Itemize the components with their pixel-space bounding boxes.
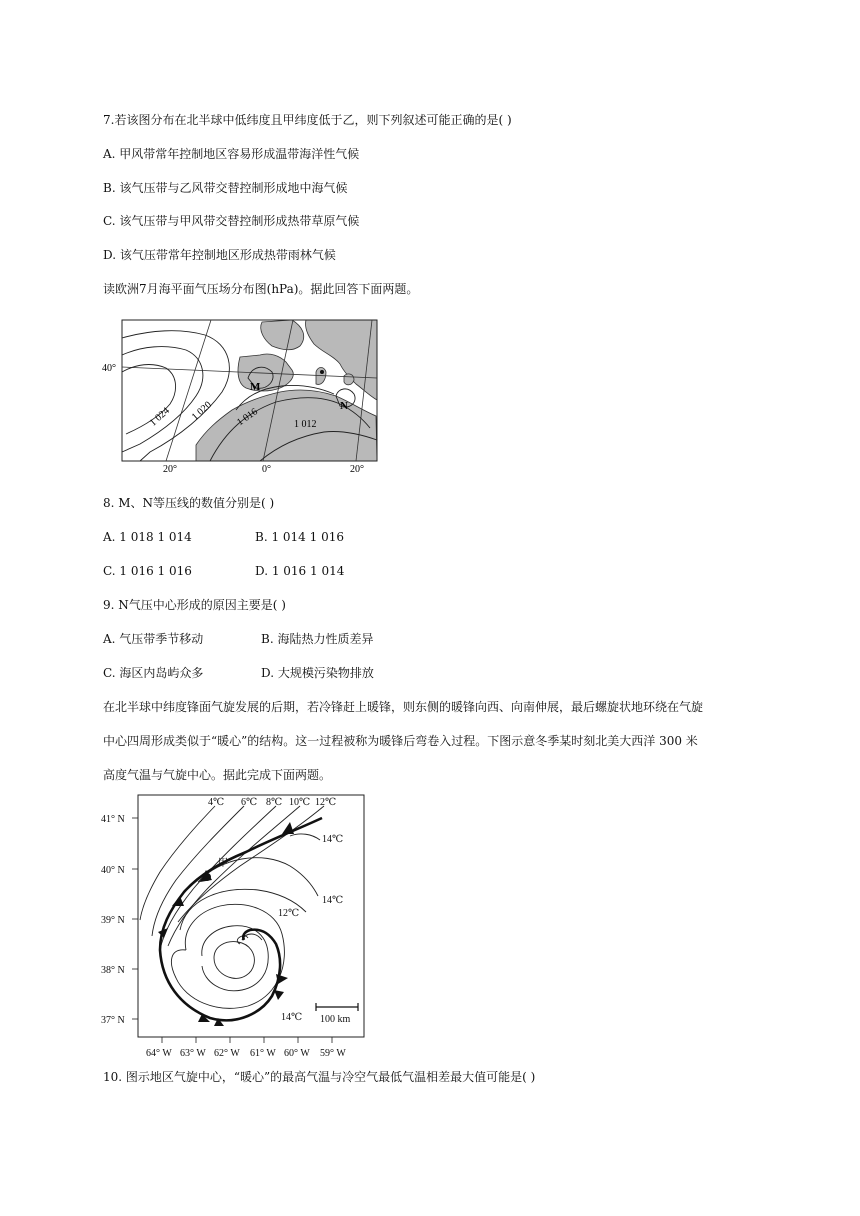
scale-bar (316, 1003, 358, 1011)
pressure-center-n-label: N (340, 400, 348, 412)
lat-41n-label: 41° N (101, 814, 125, 825)
scale-bar-label: 100 km (320, 1014, 351, 1025)
q9-stem: 9. N气压中心形成的原因主要是( ) (103, 598, 286, 612)
q9-option-c-text: C. 海区内岛屿众多 (103, 666, 204, 680)
q9-option-a-text: A. 气压带季节移动 (103, 632, 204, 646)
isobar-1024-label: 1 024 (147, 405, 172, 429)
lon-63w-label: 63° W (180, 1048, 206, 1059)
q7-option-a: A. 甲风带常年控制地区容易形成温带海洋性气候 (103, 147, 360, 161)
isobar-1012-label: 1 012 (294, 419, 317, 430)
q9-option-d-text: D. 大规模污染物排放 (261, 666, 374, 680)
isotherm-4-label: 4℃ (208, 797, 225, 808)
lon-0-label: 0° (262, 464, 271, 475)
isotherm-14c-label: 14℃ (281, 1012, 303, 1023)
intro-cyclone-line1: 在北半球中纬度锋面气旋发展的后期，若冷锋赶上暖锋，则东侧的暖锋向西、向南伸展，最后螺旋状地环绕在气旋 (103, 700, 704, 714)
lat-40n-label: 40° N (101, 865, 125, 876)
q9-option-b-text: B. 海陆热力性质差异 (261, 632, 374, 646)
q7-stem: 7.若该图分布在北半球中低纬度且甲纬度低于乙，则下列叙述可能正确的是( ) (103, 113, 512, 127)
q7-option-b: B. 该气压带与乙风带交替控制形成地中海气候 (103, 181, 348, 195)
q10-stem: 10. 图示地区气旋中心，“暖心”的最高气温与冷空气最低气温相差最大值可能是( ) (103, 1070, 536, 1084)
isobar-1020-label: 1 020 (189, 399, 214, 423)
lon-62w-label: 62° W (214, 1048, 240, 1059)
isotherm-8-label: 8℃ (266, 797, 283, 808)
q7-option-c: C. 该气压带与甲风带交替控制形成热带草原气候 (103, 214, 360, 228)
lat-37n-label: 37° N (101, 1015, 125, 1026)
lat-39n-label: 39° N (101, 915, 125, 926)
intro-cyclone-line2: 中心四周形成类似于“暖心”的结构。这一过程被称为暖锋后弯卷入过程。下图示意冬季某时刻北美大西洋 300 米 (103, 734, 698, 748)
isotherm-14b-label: 14℃ (322, 895, 344, 906)
lon-60w-label: 60° W (284, 1048, 310, 1059)
lon-20w-label: 20° (163, 464, 177, 475)
q7-option-d: D. 该气压带常年控制地区形成热带雨林气候 (103, 248, 336, 262)
pressure-center-m-label: M (250, 381, 261, 393)
lon-20e-label: 20° (350, 464, 364, 475)
lon-64w-label: 64° W (146, 1048, 172, 1059)
isotherm-12b-label: 12℃ (278, 908, 300, 919)
isotherm-14a-label: 14℃ (322, 834, 344, 845)
isotherm-6-label: 6℃ (241, 797, 258, 808)
isotherm-12-label: 12℃ (315, 797, 337, 808)
intro-cyclone-line3: 高度气温与气旋中心。据此完成下面两题。 (103, 768, 332, 782)
q8-option-b-text: B. 1 014 1 016 (255, 530, 344, 544)
lat-40-label: 40° (102, 363, 116, 374)
q8-option-c-text: C. 1 016 1 016 (103, 564, 192, 578)
map2-frame (138, 795, 364, 1037)
q8-option-d-text: D. 1 016 1 014 (255, 564, 345, 578)
point-jia-label: 甲 (218, 858, 228, 869)
q8-stem: 8. M、N等压线的数值分别是( ) (103, 496, 275, 510)
isotherm-10-label: 10℃ (289, 797, 311, 808)
lon-59w-label: 59° W (320, 1048, 346, 1059)
lon-61w-label: 61° W (250, 1048, 276, 1059)
q8-option-a-text: A. 1 018 1 014 (103, 530, 192, 544)
lat-38n-label: 38° N (101, 965, 125, 976)
isobar-1016-label: 1 016 (235, 406, 260, 429)
intro-europe-map: 读欧洲7月海平面气压场分布图(hPa)。据此回答下面两题。 (103, 282, 419, 296)
